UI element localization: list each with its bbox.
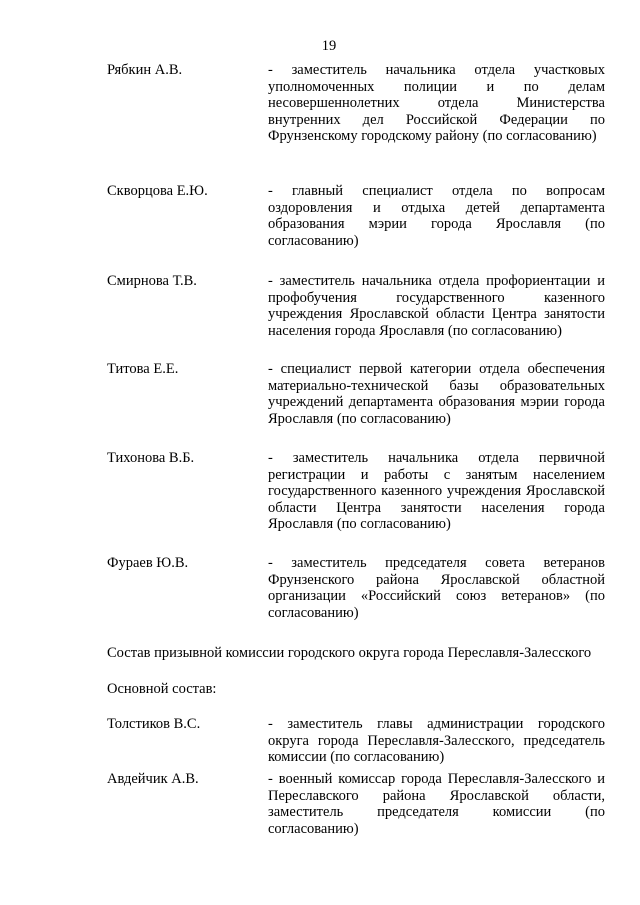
member-role: - специалист первой категории отдела обеспечения материально-технической базы образовательных учреждений департамента образования мэрии города Ярославля (по согласованию)	[268, 361, 605, 427]
member-role: - военный комиссар города Переславля-Залесского и Переславского района Ярославской области, заместитель председателя комиссии (по согласованию)	[268, 771, 605, 837]
member-role: - главный специалист отдела по вопросам оздоровления и отдыха детей департамента образования мэрии города Ярославля (по согласованию)	[268, 183, 605, 249]
member-role: - заместитель главы администрации городского округа города Переславля-Залесского, председатель комиссии (по согласованию)	[268, 716, 605, 765]
member-name: Титова Е.Е.	[107, 361, 179, 377]
subsection-title: Основной состав:	[107, 681, 217, 697]
member-name: Рябкин А.В.	[107, 62, 183, 78]
member-name: Тихонова В.Б.	[107, 450, 195, 466]
member-role: - заместитель начальника отдела профориентации и профобучения государственного казенного учреждения Ярославской области Центра занятости населения города Ярославля (по согласованию)	[268, 273, 605, 339]
section-title: Состав призывной комиссии городского округа города Переславля-Залесского	[107, 645, 592, 661]
member-name: Фураев Ю.В.	[107, 555, 189, 571]
member-name: Авдейчик А.В.	[107, 771, 199, 787]
member-name: Толстиков В.С.	[107, 716, 201, 732]
member-name: Скворцова Е.Ю.	[107, 183, 208, 199]
member-role: - заместитель начальника отдела первичной регистрации и работы с занятым населением государственного казенного учреждения Ярославской области Центра занятости населения города Ярославля (по согласованию)	[268, 450, 605, 532]
member-role: - заместитель начальника отдела участковых уполномоченных полиции и по делам несовершеннолетних отдела Министерства внутренних дел Российской Федерации по Фрунзенскому городскому району (по согласованию)	[268, 62, 605, 144]
member-role: - заместитель председателя совета ветеранов Фрунзенского района Ярославской областной организации «Российский союз ветеранов» (по согласованию)	[268, 555, 605, 621]
page-number: 19	[321, 38, 337, 54]
member-name: Смирнова Т.В.	[107, 273, 197, 289]
